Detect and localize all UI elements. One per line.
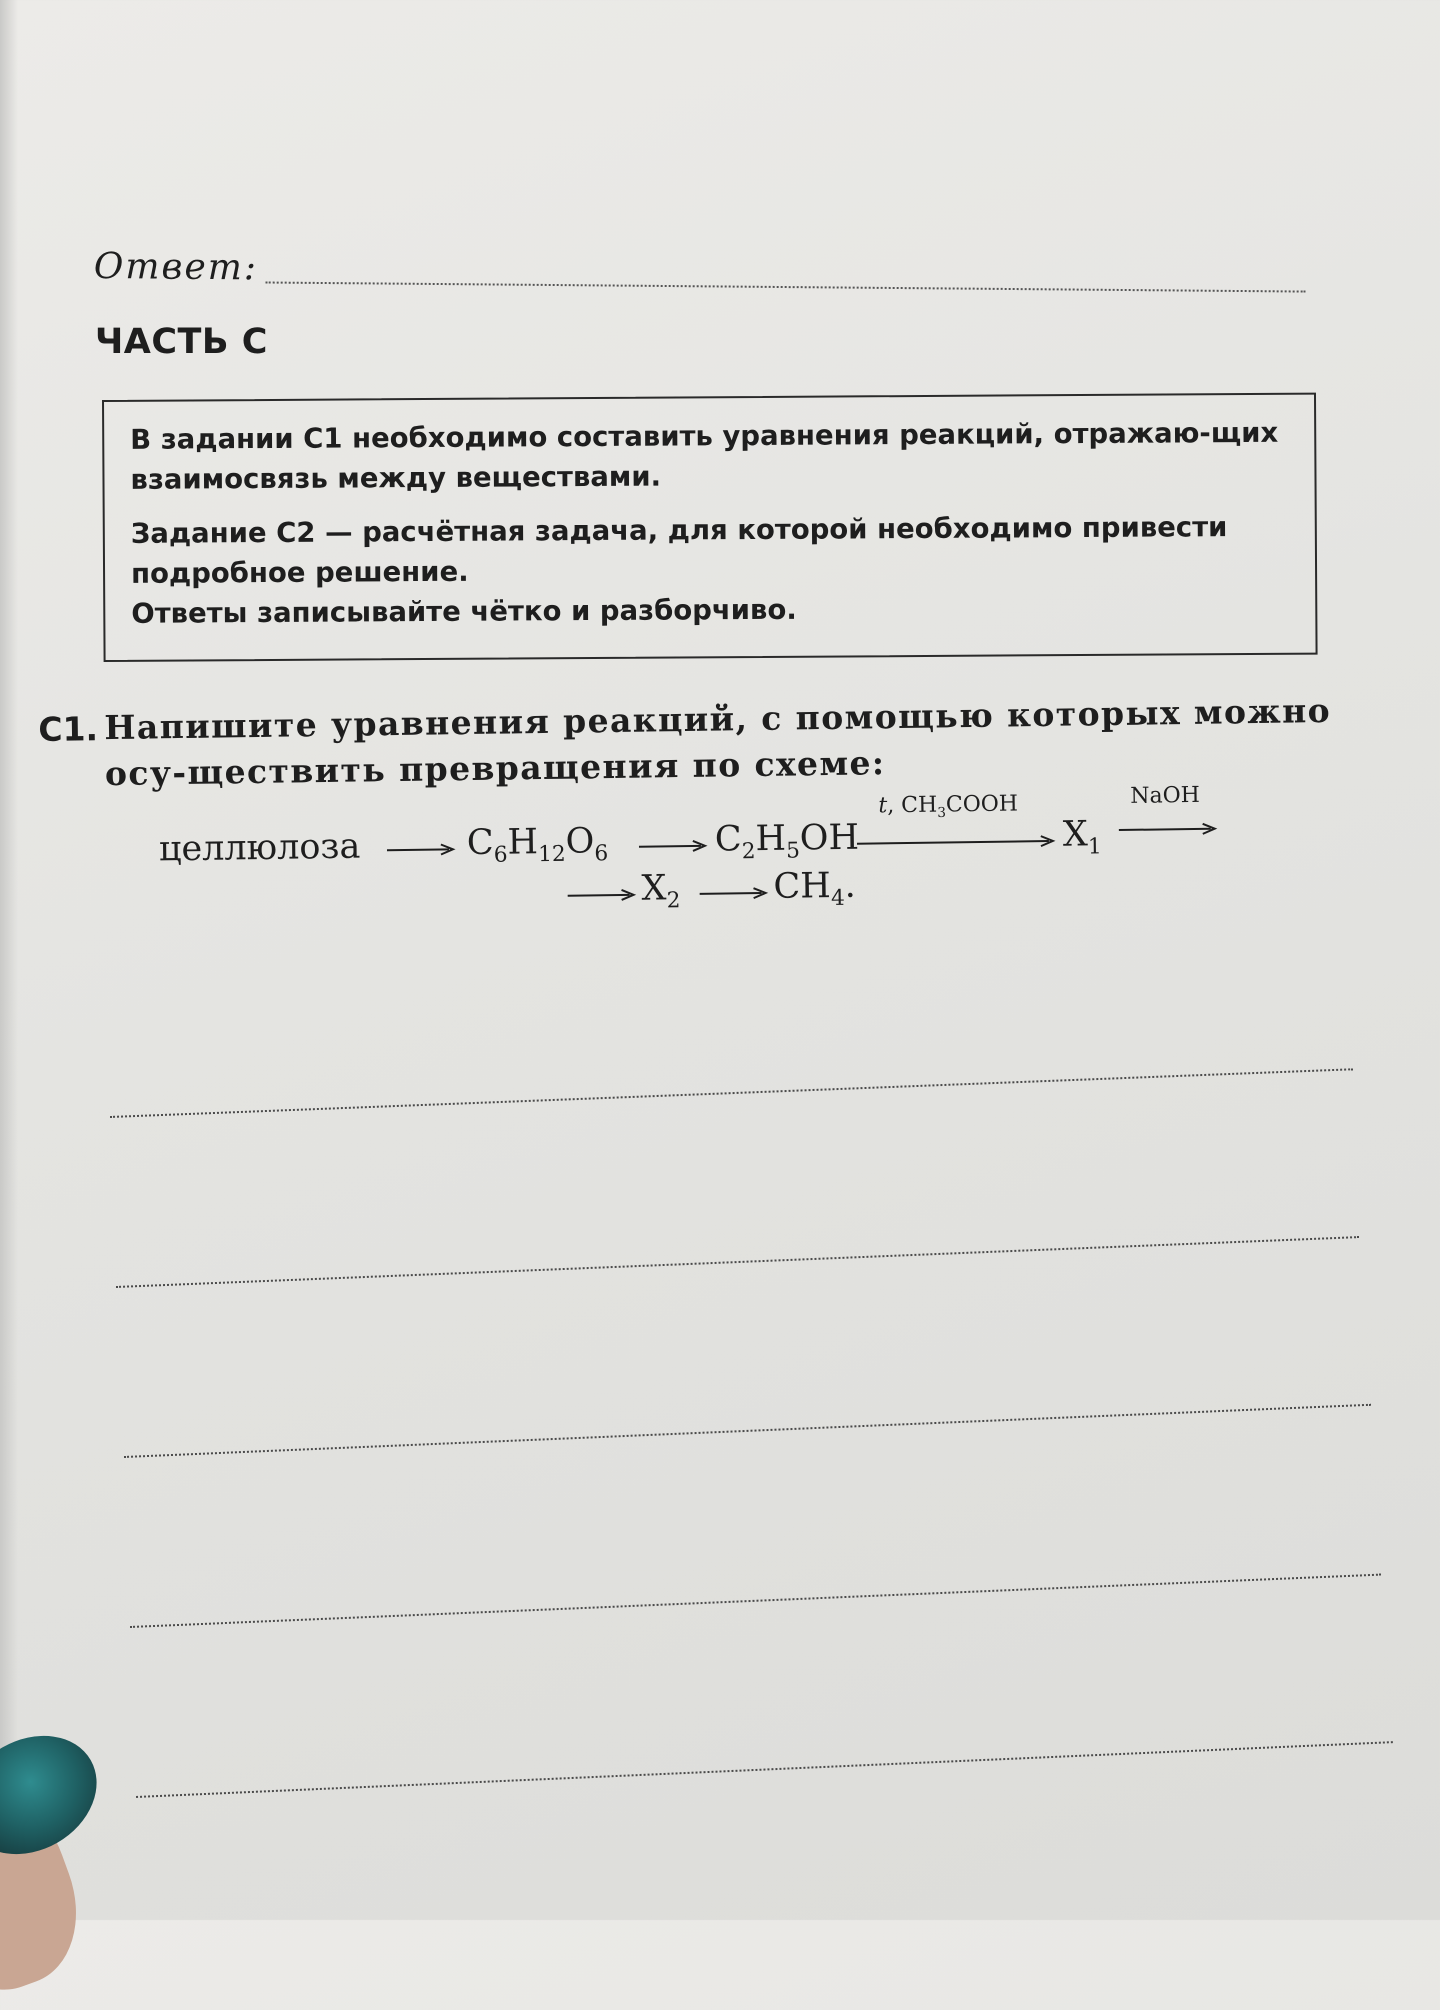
- arrow-6-icon: [699, 885, 769, 902]
- write-line-5[interactable]: [136, 1741, 1393, 1798]
- condition-naoh: NaOH: [1130, 782, 1201, 809]
- methane-formula: $CH_4$.: [773, 865, 857, 912]
- write-line-4[interactable]: [130, 1574, 1381, 1628]
- arrow-4-icon: [1119, 821, 1219, 838]
- cellulose: целлюлоза: [158, 826, 361, 870]
- answer-label: Ответ:: [93, 246, 259, 289]
- arrow-5-icon: [567, 887, 637, 904]
- x2: $X_2$: [641, 868, 681, 914]
- instructions-box: [102, 393, 1318, 662]
- instructions-neatness: Ответы записывайте чётко и разборчиво.: [131, 593, 797, 630]
- x1: $X_1$: [1062, 814, 1102, 860]
- answer-field: [94, 246, 1314, 307]
- write-line-2[interactable]: [116, 1236, 1359, 1288]
- instructions-c2: Задание С2 — расчётная задача, для которой необходимо привести подробное решение.: [130, 511, 1228, 590]
- part-title: ЧАСТЬ С: [95, 322, 268, 362]
- task-number: С1.: [38, 709, 99, 749]
- arrow-1-icon: [387, 841, 457, 858]
- arrow-2-icon: [639, 838, 709, 855]
- arrow-3-icon: [857, 833, 1057, 852]
- task-c1: [38, 688, 1338, 794]
- write-line-1[interactable]: [110, 1068, 1353, 1118]
- task-text: Напишите уравнения реакций, с помощью которых можно осу-ществить превращения по схеме:: [104, 690, 1332, 794]
- write-line-3[interactable]: [124, 1404, 1371, 1458]
- answer-line[interactable]: [266, 281, 1306, 292]
- page-edge-shadow: [0, 0, 18, 1920]
- condition-heat-acetic-acid: t, $CH_3COOH$: [878, 791, 1019, 821]
- glucose-formula: $C_6H_{12}O_6$: [466, 821, 609, 868]
- instructions-c1: В задании С1 необходимо составить уравнения реакций, отражаю-щих взаимосвязь между веществами.: [130, 416, 1279, 496]
- reaction-scheme: [118, 769, 1220, 914]
- ethanol-formula: $C_2H_5OH$: [714, 817, 860, 865]
